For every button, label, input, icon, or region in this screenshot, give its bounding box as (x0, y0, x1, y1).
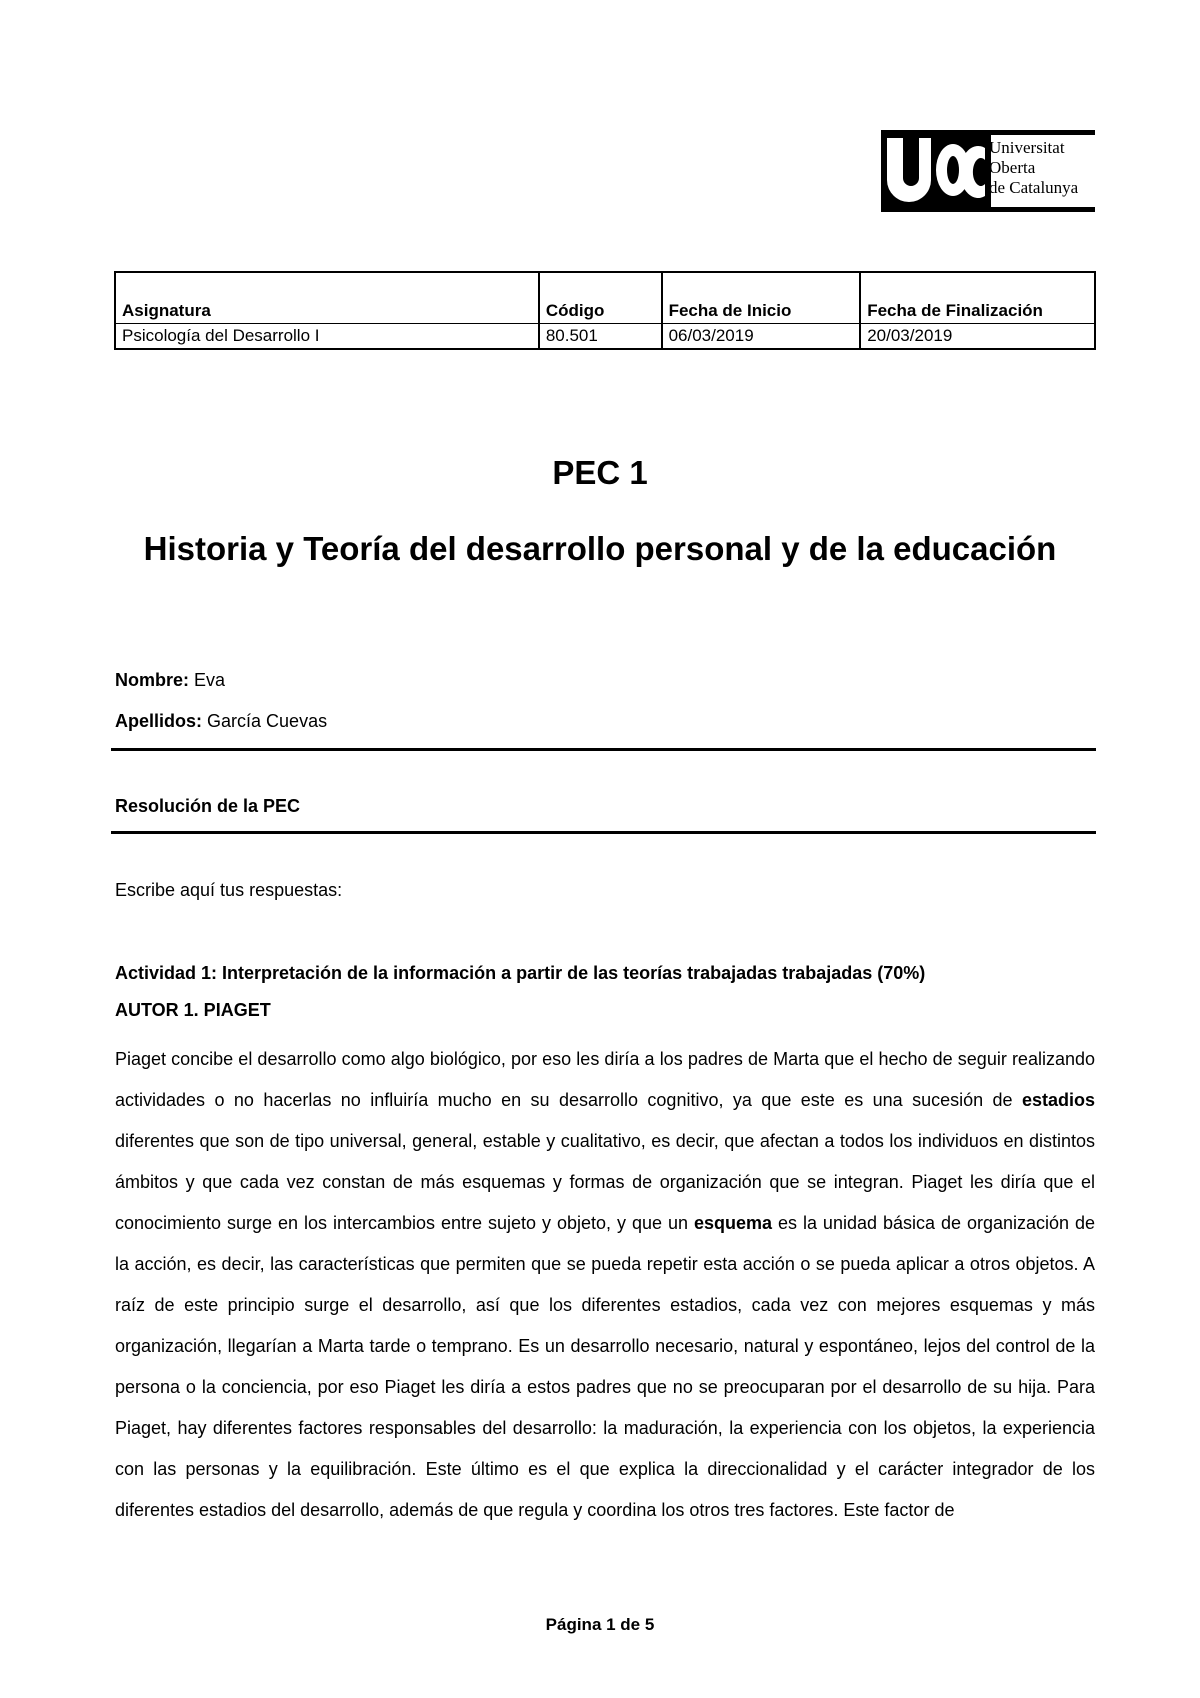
body-bold-esquema: esquema (693, 1213, 772, 1233)
header-fecha-inicio: Fecha de Inicio (662, 272, 861, 324)
section-title: Resolución de la PEC (115, 796, 301, 816)
header-asignatura: Asignatura (115, 272, 539, 324)
name-label: Nombre: (115, 670, 190, 690)
cell-fecha-inicio: 06/03/2019 (662, 324, 861, 350)
logo-wordmark (989, 138, 1078, 198)
logo-line-3: de Catalunya (989, 178, 1079, 197)
cell-codigo: 80.501 (539, 324, 662, 350)
page-number: Página 1 de 5 (545, 1615, 655, 1634)
cell-asignatura: Psicología del Desarrollo I (115, 324, 539, 350)
logo-rule-bottom (988, 207, 1095, 212)
header-codigo: Código (539, 272, 662, 324)
divider (111, 831, 1096, 834)
course-info-table (114, 271, 1096, 350)
student-surname (115, 711, 327, 732)
logo-line-2: Oberta (989, 158, 1036, 177)
document-subtitle: Historia y Teoría del desarrollo personal y de la educación (143, 530, 1057, 567)
body-text-3: es la unidad básica de organización de la acción, es decir, las características que permiten que se pueda repetir esta acción o se pueda aplicar a otros objetos. A raíz de este principio surge el desarrollo, así que los diferentes estadios, cada vez con mejores esquemas y más organización, llegarían a Marta tarde o temprano. Es un desarrollo necesario, natural y espontáneo, lejos del control de la persona o la conciencia, por eso Piaget les diría a estos padres que no se preocuparan por el desarrollo de su hija. Para Piaget, hay diferentes factores responsables del desarrollo: la maduración, la experiencia con los objetos, la experiencia con las personas y la equilibración. Este último es el que explica la direccionalidad y el carácter integrador de los diferentes estadios del desarrollo, además de que regula y coordina los otros tres factores. Este factor de (115, 1213, 1095, 1520)
name-value: Eva (194, 670, 226, 690)
intro-text: Escribe aquí tus respuestas: (115, 880, 343, 900)
uoc-logo-mark (881, 130, 991, 212)
document-title: PEC 1 (552, 454, 648, 491)
table-header-row (115, 272, 1095, 324)
author-heading: AUTOR 1. PIAGET (115, 1000, 271, 1020)
header-fecha-finalizacion: Fecha de Finalización (860, 272, 1095, 324)
surname-label: Apellidos: (115, 711, 203, 731)
body-text-2: diferentes que son de tipo universal, general, estable y cualitativo, es decir, que afectan a todos los individuos en distintos ámbitos y que cada vez constan de más esquemas y formas de organización que se integran. Piaget les diría que el conocimiento surge en los intercambios entre sujeto y objeto, y que un (115, 1131, 1095, 1233)
body-bold-estadios: estadios (1021, 1090, 1095, 1110)
uoc-logo (881, 130, 1095, 212)
logo-rule-top (988, 130, 1095, 135)
divider (111, 748, 1096, 751)
table-row (115, 324, 1095, 350)
body-text-1: Piaget concibe el desarrollo como algo biológico, por eso les diría a los padres de Marta que el hecho de seguir realizando actividades o no hacerlas no influiría mucho en su desarrollo cognitivo, ya que este es una sucesión de (115, 1049, 1095, 1110)
cell-fecha-finalizacion: 20/03/2019 (860, 324, 1095, 350)
body-paragraph (115, 1039, 1095, 1531)
logo-line-1: Universitat (989, 138, 1065, 157)
activity-title: Actividad 1: Interpretación de la información a partir de las teorías trabajadas trabajadas (70%) (115, 963, 926, 983)
student-name (115, 670, 225, 691)
surname-value: García Cuevas (207, 711, 328, 731)
